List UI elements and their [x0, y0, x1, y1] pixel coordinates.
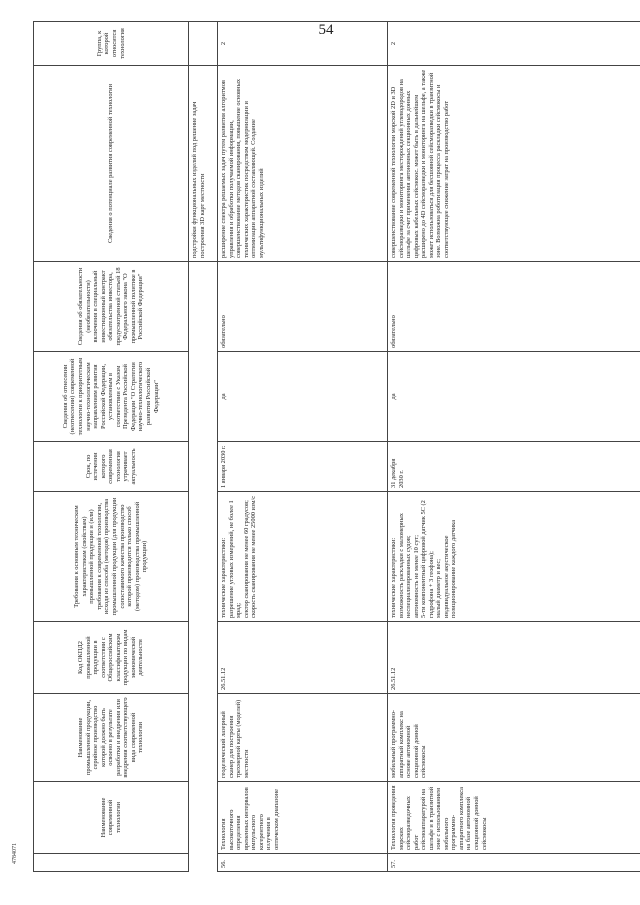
table-header-row: [34, 22, 189, 872]
priority-direction: да: [218, 352, 388, 442]
priority-direction: да: [388, 352, 640, 442]
row-number: 56.: [218, 854, 388, 872]
requirement-line: технические характеристики:: [220, 537, 227, 618]
header-technology: Наименование современной технологии: [34, 782, 189, 854]
requirement-line: технические характеристики:: [390, 537, 397, 618]
header-term: Срок, по истечении которого современная технология утрачивает актуальность: [34, 442, 189, 492]
okpd-code: 26.51.12: [388, 622, 640, 694]
header-requirements: Требования к основным техническим характеристикам (свойствам) промышленной продукции и (или) требования к современной технологии, исходя из способа (методов) производства промышленной продукции (для продукции сопоставимого качества производство которой производится только способ (методом) производства промышленной продукции): [34, 492, 189, 622]
row-number: 57.: [388, 854, 640, 872]
product-name: мобильный программно-аппаратный комплекс на основе автономной секционной донной сейсмокосы: [388, 694, 640, 782]
okpd-code: 26.51.12: [218, 622, 388, 694]
development-potential: совершенствование современной технологии морской 2D и 3D сейсморазведки и мониторинга месторождений углеводородов на шельфе за счет применения автономных секционных донных цифровых кабельных сейсмокос. может быть в дальнейшем расширено до 4D сейсморазведки и мониторинга на шельфе, а также может использоваться для бесшовной сейсморазведки в транзитной зоне. Возможна роботизация процесса раскладки сейсмокосы и соответствующее снижение затрат на производство работ: [388, 66, 640, 262]
continuation-row: [189, 22, 218, 872]
technology-name: Технология высокоточного определения временных интервалов импульсного когерентного излучения в оптическом диапазоне: [218, 782, 388, 854]
requirement-line: индивидуальное акустическое позиционирование каждого датчика: [442, 519, 458, 618]
mandatory-inclusion: обязательно: [218, 262, 388, 352]
continuation-text: подстройки функциональных изделий под решение задач построения 3D карт местности: [189, 66, 218, 262]
technology-table: [33, 21, 640, 872]
technology-name: Технология проведения морских сейсморазведочных работ сейсмоаппаратурой на шельфе и в транзитной зоне с использованием мобильного программно-аппаратного комплекса на базе автономной секционной донной сейсмокосы: [388, 782, 640, 854]
obsolescence-term: 1 января 2030 г.: [218, 442, 388, 492]
header-number: [34, 854, 189, 872]
table-row: [218, 22, 388, 872]
technology-group: 2: [388, 22, 640, 66]
header-product: Наименование промышленной продукции, серийное производство которой должно быть освоено в результате разработки и внедрения или внедрения соответствующего вида современной технологии: [34, 694, 189, 782]
header-mandatory: Сведения об обязательности (необязательности) включения в специальный инвестиционный контракт обязательства инвестора, предусмотренной статьей 18 Федерального закона "О промышленной политике в Российской Федерации": [34, 262, 189, 352]
requirements-cell: [388, 492, 640, 622]
header-group: Группа, к которой относится технология: [34, 22, 189, 66]
page-number: 54: [318, 22, 334, 38]
requirement-line: малый диаметр и вес;: [435, 558, 443, 618]
table-row: [388, 22, 640, 872]
development-potential: расширение спектра решаемых задач путем развития алгоритмов управления и обработки получаемой информации, совершенствование методов сканирования, повышение основных технических характеристик посредством модернизации и оптимизации аппаратной составляющей. Создание мультифункциональных изделий: [218, 66, 388, 262]
obsolescence-term: 31 декабря 2030 г.: [388, 442, 640, 492]
requirement-line: сектор сканирования не менее 60 градусов;: [242, 500, 250, 618]
requirement-line: скорость сканирования не менее 25000 изм/с: [250, 495, 258, 618]
product-name: геодезический лазерный сканер для построения трехмерной карты (моделей) местности: [218, 694, 388, 782]
requirement-line: разрешение угловых измерений, не более 1 мрад;: [227, 500, 243, 618]
requirement-line: возможность раскладки с маломерных неспециализированных судов;: [397, 513, 413, 618]
technology-group: 2: [218, 22, 388, 66]
rotated-table-container: [33, 22, 615, 872]
requirement-line: 5-ти компонентный цифровой датчик 5С (2 гидрофона + 3 геофона);: [420, 500, 435, 618]
document-id: 4784071: [12, 843, 18, 864]
header-okpd: Код ОКПД2 промышленной продукции в соответствии с Общероссийским классификатором продукции по видам экономической деятельности: [34, 622, 189, 694]
requirement-line: автономность не менее 10 сут;: [412, 535, 420, 618]
header-priority: Сведения об отнесении (неотнесении) современной технологии к приоритетным научно-технологическим направлениям развития Российской Федерации, установленным в соответствии с Указом Президента Российской Федерации "О Стратегии научно-технологического развития Российской Федерации": [34, 352, 189, 442]
header-potential: Сведения о потенциале развития современной технологии: [34, 66, 189, 262]
requirements-cell: [218, 492, 388, 622]
mandatory-inclusion: обязательно: [388, 262, 640, 352]
